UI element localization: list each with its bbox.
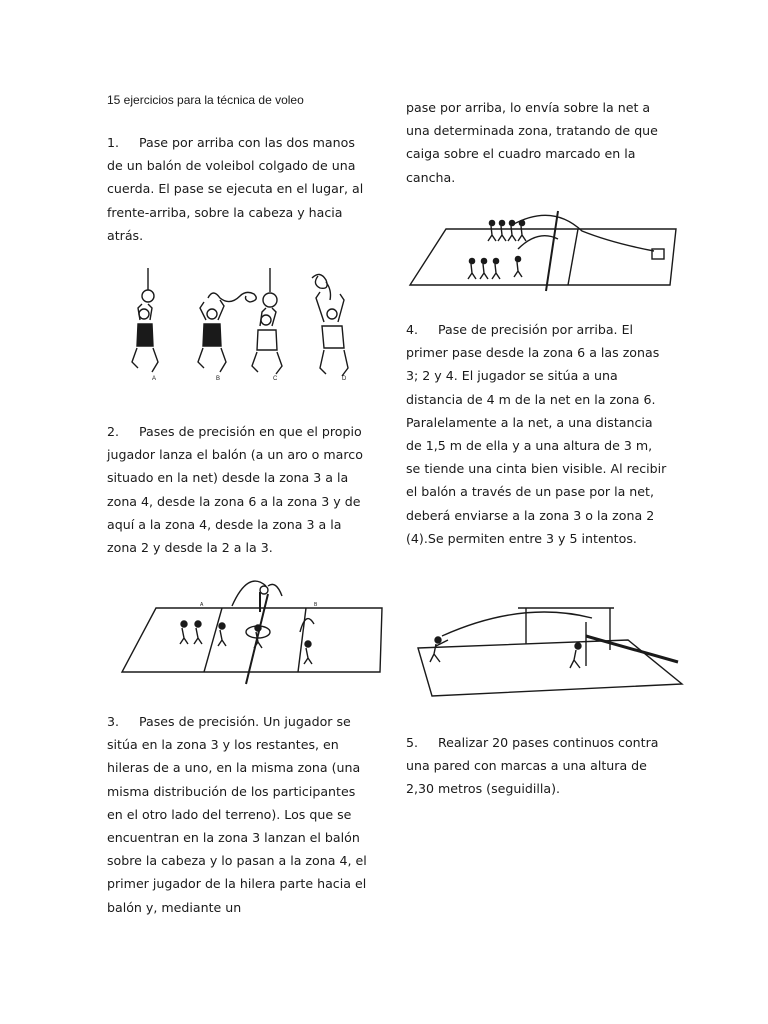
- exercise-5-number: 5.: [406, 735, 419, 750]
- figure-1-label-c: C: [273, 376, 278, 382]
- figure-2-label-a: A: [200, 602, 204, 608]
- exercise-5-text: Realizar 20 pases continuos contra una pared con marcas a una altura de 2,30 metros (seguidilla).: [406, 735, 659, 797]
- court-net-target-illustration-icon: [408, 203, 680, 293]
- figure-1-label-a: A: [152, 376, 157, 382]
- figure-2-label-b: B: [314, 602, 318, 608]
- document-title: 15 ejercicios para la técnica de voleo: [107, 93, 304, 107]
- exercise-1-number: 1.: [107, 135, 120, 150]
- exercise-4-number: 4.: [406, 322, 419, 337]
- exercise-1: [107, 131, 369, 247]
- exercise-2-number: 2.: [107, 424, 120, 439]
- exercise-3-continuation: [406, 96, 668, 189]
- court-net-target-figure: [408, 203, 680, 293]
- exercise-5: [406, 731, 668, 801]
- hanging-ball-players-figure: [120, 268, 365, 388]
- exercise-4: [406, 318, 668, 550]
- figure-1-label-b: B: [216, 376, 221, 382]
- court-hoop-figure: [118, 572, 388, 688]
- figure-1-label-d: D: [342, 376, 347, 382]
- exercise-3-text: Pases de precisión. Un jugador se sitúa en la zona 3 y los restantes, en hileras de a uno, en la misma zona (una misma distribución de los participantes en el otro lado del terreno). Los que se encuentran en la zona 3 lanzan el balón sobre la cabeza y lo pasan a la zona 4, el primer jugador de la hilera parte hacia el balón y, mediante un: [107, 714, 367, 915]
- exercise-2-text: Pases de precisión en que el propio jugador lanza el balón (a un aro o marco situado en la net) desde la zona 3 a la zona 4, desde la zona 6 a la zona 3 y de aquí a la zona 4, desde la zona 3 a la zona 2 y desde la 2 a la 3.: [107, 424, 363, 556]
- exercise-4-text: Pase de precisión por arriba. El primer pase desde la zona 6 a las zonas 3; 2 y 4. El jugador se sitúa a una distancia de 4 m de la net en la zona 6. Paralelamente a la net, a una distancia de 1,5 m de ella y a una altura de 3 m, se tiende una cinta bien visible. Al recibir el balón a través de un pase por la net, deberá enviarse a la zona 3 o la zona 2 (4).Se permiten entre 3 y 5 intentos.: [406, 322, 667, 546]
- court-net-tape-figure: [414, 592, 684, 702]
- exercise-2: [107, 420, 369, 559]
- exercise-3-number: 3.: [107, 714, 120, 729]
- court-hoop-passing-illustration-icon: [118, 572, 388, 688]
- exercise-1-text: Pase por arriba con las dos manos de un balón de voleibol colgado de una cuerda. El pase se ejecuta en el lugar, al frente-arriba, sobre la cabeza y hacia atrás.: [107, 135, 364, 243]
- court-net-tape-illustration-icon: [414, 592, 684, 702]
- player-hanging-ball-illustration-icon: [120, 268, 365, 388]
- exercise-3-continuation-text: pase por arriba, lo envía sobre la net a una determinada zona, tratando de que caiga sobre el cuadro marcado en la cancha.: [406, 100, 658, 185]
- exercise-3: [107, 710, 369, 919]
